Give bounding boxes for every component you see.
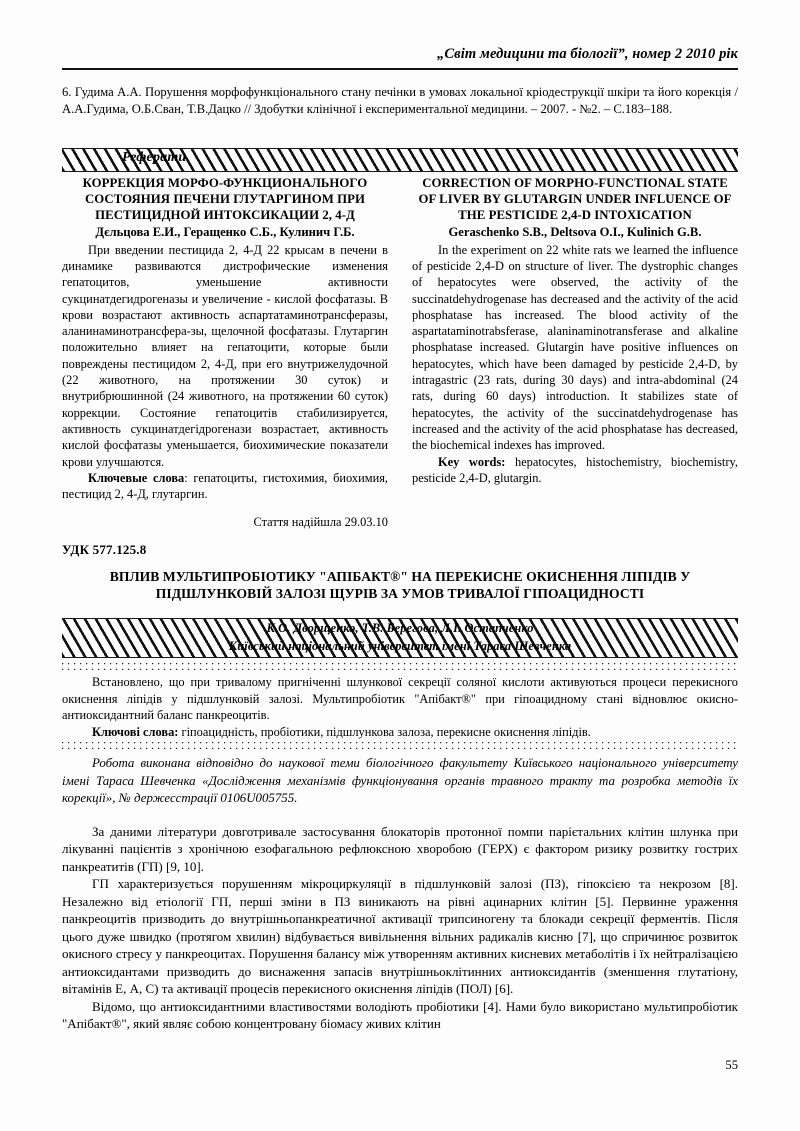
abstracts-columns <box>62 176 738 542</box>
funding-note-text: Робота виконана відповідно до наукової теми біологічного факультету Київського національного університету імені Тараса Шевченка «Дослідження механізмів функціонування органів травного тракту та розробка методів їх корекції», № держесстрації 0106U005755. <box>62 756 738 806</box>
abstract-ru-body <box>62 242 388 470</box>
article-keywords-values: гіпоацидність, пробіотики, підшлункова залоза, перекисне окиснення ліпідів. <box>178 724 591 739</box>
body-paragraph: За даними літератури довготривале застосування блокаторів протонної помпи парієтальних клітин шлунка при лікуванні пацієнтів з хронічною езофагальною рефлюксною хворобою (ГЕРХ) є фактором ризику розвитку гострих панкреатитів (ГП) [9, 10]. <box>62 824 738 874</box>
abstract-ru-title: КОРРЕКЦИЯ МОРФО-ФУНКЦИОНАЛЬНОГО СОСТОЯНИЯ ПЕЧЕНИ ГЛУТАРГИНОМ ПРИ ПЕСТИЦИДНОЙ ИНТОКСИКАЦИИ 2, 4-Д <box>82 176 368 222</box>
abstract-en-keywords-label: Key words: <box>438 454 506 469</box>
page-number: 55 <box>725 1058 738 1072</box>
abstract-en-title: CORRECTION OF MORPHO-FUNCTIONAL STATE OF LIVER BY GLUTARGIN UNDER INFLUENCE OF THE PESTICIDE 2,4-D INTOXICATION <box>418 176 732 222</box>
abstract-en-authors: Geraschenko S.B., Deltsova O.I., Kulinich G.B. <box>448 224 702 239</box>
abstracts-section-divider <box>62 148 738 172</box>
article-byline-band <box>62 618 738 658</box>
abstract-en-keywords-values: hepatocytes, histochemistry, biochemistry, pesticide 2,4-D, glutargin. <box>412 454 738 485</box>
article-authors: К.О. Дворщенко, Т.В. Берегова, Л.І. Остапченко <box>266 621 534 635</box>
abstract-ru-keywords-values: : гепатоциты, гистохимия, биохимия, пестицид 2, 4-Д, глутаргин. <box>62 470 389 502</box>
running-header-journal-title: „Світ медицини та біології”, номер 2 2010 рік <box>437 46 738 62</box>
abstract-en-body-text: In the experiment on 22 white rats we learned the influence of pesticide 2,4-D on structure of liver. The dystrophic changes of hepatocytes were observed, the activity of the succinatdehydrogenase has decreased and the activity of the acid phosphatase has increased. The blood activity of the aspartataminotrabsferase, alaninaminotransferase and alkaline phosphatase increased. Glutargin have positive influences on hepatocytes, which have been damaged by pesticide 2,4-D, by intragastric (23 rats, during 30 days) and intra-abdominal (24 rats, during 60 days) introduction. It stabilizes state of hepatocytes, the activity of the succinatdehydrogenase has increased and the activity of the acid phosphatase has decreased, the biochemical indexes has improved. <box>412 242 738 453</box>
abstract-column-english <box>412 176 738 542</box>
reference-list-item <box>62 84 738 117</box>
abstract-en-keywords <box>412 454 738 487</box>
abstract-ru-authors: Дєльцова Е.И., Геращенко С.Б., Кулинич Г.Б. <box>95 224 355 239</box>
header-rule <box>62 68 738 70</box>
article-abstract-block <box>62 663 738 749</box>
body-paragraph: ГП характеризується порушенням мікроциркуляції в підшлунковій залозі (ПЗ), гіпоксією та некрозом [8]. Незалежно від етіології ГП, перші зміни в ПЗ виникають на рівні ацинарних клітин [5]. Первинне ураження панкреоцитів призводить до внутрішньопанкреатичної активації трипсиногену та блокади секреції ферментів. Після цього дуже швидко (протягом хвилин) відбувається вивільнення вільних радикалів кисню [7], що спричинює розвиток окисного стресу у панкреоцитах. Порушення балансу між утворенням активних кисневих метаболітів і їх нейтралізацією антиоксидантами призводить до виснаження запасів внутрішньоклітинних антиоксидантів (зменшення глутатіону, вітамінів Е, А, С) та активації процесів перекисного окиснення ліпідів (ПОЛ) [6]. <box>62 876 738 997</box>
article-body <box>62 823 738 1033</box>
funding-note <box>62 755 738 808</box>
page-content-area <box>62 0 738 1131</box>
udc-code: УДК 577.125.8 <box>62 542 147 557</box>
reference-text: 6. Гудима А.А. Порушення морфофункціонального стану печінки в умовах локальної кріодеструкції шкіри та його корекція / А.А.Гудима, О.Б.Сван, Т.В.Дацко // Здобутки клінічної і експериментальної медицини. – 2007. - №2. – С.183–188. <box>62 85 738 116</box>
abstract-en-body <box>412 242 738 454</box>
zigzag-border-bottom <box>62 742 738 749</box>
article-abstract-inner <box>62 670 738 742</box>
abstract-column-russian <box>62 176 388 542</box>
zigzag-border-top <box>62 663 738 670</box>
article-byline <box>62 620 738 655</box>
abstract-ru-keywords <box>62 470 388 503</box>
article-keywords-label: Ключові слова: <box>92 724 179 739</box>
article-title: ВПЛИВ МУЛЬТИПРОБІОТИКУ "АПІБАКТ®" НА ПЕРЕКИСНЕ ОКИСНЕННЯ ЛІПІДІВ У ПІДШЛУНКОВІЙ ЗАЛОЗІ ЩУРІВ ЗА УМОВ ТРИВАЛОЇ ГІПОАЦИДНОСТІ <box>109 569 691 602</box>
abstract-ru-keywords-label: Ключевые слова <box>88 470 185 485</box>
abstracts-divider-label: Реферати <box>122 150 187 165</box>
body-paragraph: Відомо, що антиоксидантними властивостями володіють пробіотики [4]. Нами було використано мультипробіотик "Апібакт®", який являє собою концентровану біомасу живих клітин <box>62 998 738 1032</box>
submission-date: Стаття надійшла 29.03.10 <box>253 514 388 529</box>
article-affiliation: Київський національний університет імені Тараса Шевченка <box>228 638 572 653</box>
article-keywords <box>62 724 738 741</box>
abstract-ru-body-text: При введении пестицида 2, 4-Д 22 крысам в печени в динамике развиваются дистрофические изменения гепатоцитов, уменьшение активности сукцинатдегидрогеназы и увеличение - кислой фосфатазы. В крови возрастают активность аспартатаминотрансферазы, аланинаминотрансфера-зы, щелочной фосфатазы. Глутаргин положительно влияет на гепатоцити, которые были повреждены пестицидом 2, 4-Д, при его внутрижелудочной (22 животного, на протяжении 30 суток) и внутрибрюшинной (24 животного, на протяжении 60 суток) коррекции. Состояние гепатоцитів стабилизируется, активность сукцинатдегідрогенази возрастает, активность кислой фосфатазы уменьшается, биохимические показатели крови улучшаются. <box>62 242 388 469</box>
article-abstract-text: Встановлено, що при тривалому пригніченні шлункової секреції соляної кислоти активуються процеси перекисного окиснення ліпідів у підшлунковій залозі. Мультипробіотик "Апібакт®" при гіпоацидному стані відновлює окисно-антиоксидантний баланс панкреоцитів. <box>62 675 738 722</box>
